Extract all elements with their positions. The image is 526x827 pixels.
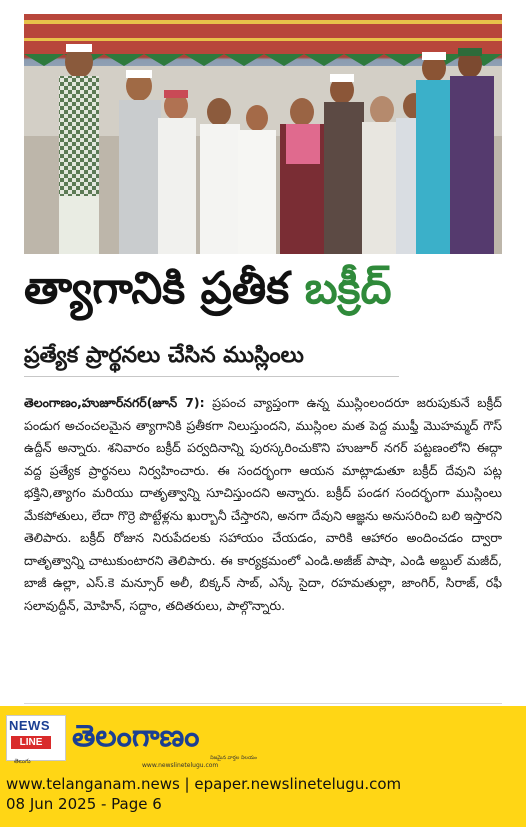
logo-news-text: NEWS xyxy=(9,718,50,733)
brand-title: తెలంగాణం xyxy=(72,719,200,754)
group-photo-illustration xyxy=(24,14,502,254)
brand-tagline: నిజమైన వార్తల నిలయం xyxy=(210,755,257,761)
subheadline-rule xyxy=(24,376,399,377)
footer-urls[interactable]: www.telanganam.news | epaper.newslinetelugu.com xyxy=(6,775,402,793)
headline-main: త్యాగానికి ప్రతీక xyxy=(24,263,305,314)
article-body xyxy=(24,392,502,617)
headline xyxy=(24,256,502,322)
brand-url: www.newslinetelugu.com xyxy=(142,762,219,769)
logo-line-text: LINE xyxy=(11,736,51,749)
subheadline: ప్రత్యేక ప్రార్థనలు చేసిన ముస్లింలు xyxy=(24,343,304,368)
footer-date-page: 08 Jun 2025 - Page 6 xyxy=(6,795,162,813)
headline-accent: బక్రీద్ xyxy=(304,263,392,314)
article-dateline: తెలంగాణం,హుజూర్‌నగర్(జూన్ 7): xyxy=(24,395,205,410)
article-bottom-rule xyxy=(24,703,502,704)
article-text: ప్రపంచ వ్యాప్తంగా ఉన్న ముస్లింలందరూ జరుపుకునే బక్రీద్ పండుగ అచంచలమైన త్యాగానికి ప్రతీకగా నిలుస్తుందని, ముస్లింల మత పెద్ద ముఫ్తీ మొహమ్మద్ గౌస్ ఉద్దీన్ అన్నారు. శనివారం బక్రీద్ పర్వదినాన్ని పురస్కరించుకొని హుజూర్ నగర్ పట్టణంలోని ఈద్గా వద్ద ప్రత్యేక ప్రార్థనలు నిర్వహించారు. ఈ సందర్భంగా ఆయన మాట్లాడుతూ బక్రీద్ దేవుని పట్ల భక్తిని,త్యాగం మరియు దాతృత్వాన్ని సూచిస్తుందని అన్నారు. బక్రీద్ పండగ సందర్భంగా ముస్లింలు మేకపోతులు, లేదా గొర్రె పొట్టేళ్లను ఖుర్బానీ చేస్తారని, అనగా దేవుని ఆజ్ఞను అనుసరించి బలి ఇస్తారని తెలిపారు. బక్రీద్ రోజున నిరుపేదలకు సహాయం చేయడం, వారికి ఆహారం అందించడం ద్వారా దాతృత్వాన్ని చాటుకుంటారని తెలిపారు. ఈ కార్యక్రమంలో ఎండి.అజీజ్ పాషా, ఎండి అబ్దుల్ మజీద్, బాజీ ఉల్లా, ఎస్.కె మన్సూర్ అలీ, బిక్కన్ సాబ్, ఎస్కే సైదా, రహమతుల్లా, జాంగిర్, సిరాజ్, రఫీ సలావుద్దీన్, మోహిన్, సద్దాం, తదితరులు, పాల్గొన్నారు. xyxy=(24,395,502,613)
logo-telugu-text: తెలుగు xyxy=(14,758,31,765)
article-photo xyxy=(24,14,502,254)
